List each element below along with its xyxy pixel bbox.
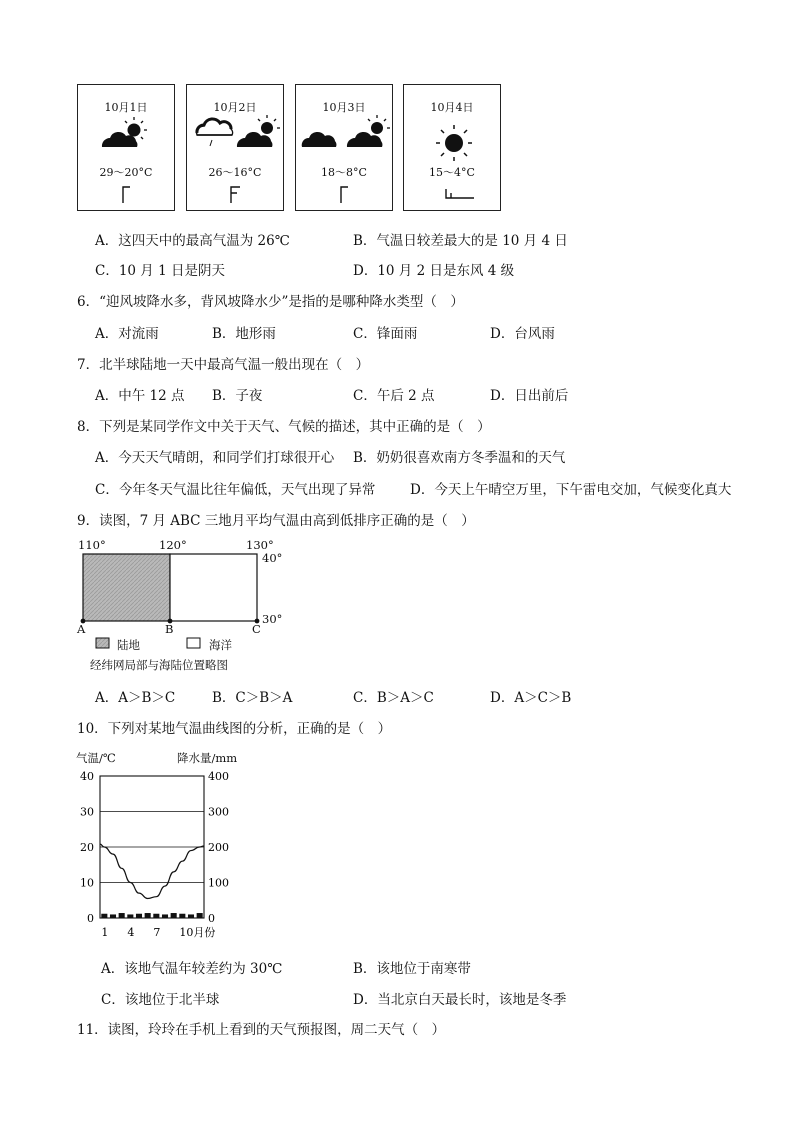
q6-option-c[interactable]: C．锋面雨 xyxy=(353,326,418,342)
card-date: 10月2日 xyxy=(213,101,257,114)
q10-option-a[interactable]: A．该地气温年较差约为 30℃ xyxy=(101,961,283,977)
precip-bar xyxy=(110,914,116,918)
weather-card-1 xyxy=(77,84,175,211)
precip-bar xyxy=(127,914,133,918)
precip-bar xyxy=(119,913,125,918)
q10-stem: 10．下列对某地气温曲线图的分析，正确的是（ ） xyxy=(77,721,392,737)
temp-tick-label: 0 xyxy=(87,912,94,925)
weather-card-2 xyxy=(186,84,284,211)
q5-option-d[interactable]: D．10 月 2 日是东风 4 级 xyxy=(353,263,515,279)
q8-option-b[interactable]: B．奶奶很喜欢南方冬季温和的天气 xyxy=(353,450,566,466)
temp-tick-label: 10 xyxy=(80,876,94,890)
point-c-label: C xyxy=(252,622,261,636)
q11-stem: 11．读图，玲玲在手机上看到的天气预报图，周二天气（ ） xyxy=(77,1022,446,1038)
q9-stem: 9．读图，7 月 ABC 三地月平均气温由高到低排序正确的是（ ） xyxy=(77,513,475,529)
q9-option-c[interactable]: C．B＞A＞C xyxy=(353,690,434,706)
q5-option-c[interactable]: C．10 月 1 日是阴天 xyxy=(95,263,225,279)
q7-option-d[interactable]: D．日出前后 xyxy=(490,388,569,404)
lon-label-130: 130° xyxy=(246,538,274,552)
q6-option-a[interactable]: A．对流雨 xyxy=(95,326,159,342)
land-region xyxy=(83,554,170,621)
weather-card-3 xyxy=(295,84,393,211)
precip-bar xyxy=(136,914,142,918)
wind-symbol-icon xyxy=(187,85,285,212)
precip-tick-label: 200 xyxy=(208,841,229,854)
precip-bar xyxy=(179,914,185,918)
q9-option-d[interactable]: D．A＞C＞B xyxy=(490,690,572,706)
q10-option-c[interactable]: C．该地位于北半球 xyxy=(101,992,220,1008)
precip-bar xyxy=(101,914,107,918)
q9-option-b[interactable]: B．C＞B＞A xyxy=(212,690,293,706)
card-temp: 15～4°C xyxy=(429,166,475,179)
q9-option-a[interactable]: A．A＞B＞C xyxy=(95,690,176,706)
precip-tick-label: 300 xyxy=(208,805,229,819)
q8-option-a[interactable]: A．今天天气晴朗，和同学们打球很开心 xyxy=(95,450,335,466)
q10-option-d[interactable]: D．当北京白天最长时，该地是冬季 xyxy=(353,992,567,1008)
wind-symbol-icon xyxy=(78,85,176,212)
climate-chart xyxy=(70,746,250,946)
temp-tick-label: 40 xyxy=(80,770,94,783)
card-date: 10月4日 xyxy=(430,101,474,114)
card-date: 10月3日 xyxy=(322,101,366,114)
card-temp: 26～16°C xyxy=(208,166,262,179)
temp-axis-label: 气温/℃ xyxy=(76,751,116,765)
month-tick-label: 10月份 xyxy=(179,926,216,939)
lon-label-120: 120° xyxy=(159,538,187,552)
precip-axis-label: 降水量/mm xyxy=(177,751,238,765)
q8-stem: 8．下列是某同学作文中关于天气、气候的描述，其中正确的是（ ） xyxy=(77,419,491,435)
temp-tick-label: 30 xyxy=(80,805,94,819)
q5-option-b[interactable]: B．气温日较差最大的是 10 月 4 日 xyxy=(353,233,568,249)
precip-bar xyxy=(171,913,177,918)
q7-stem: 7．北半球陆地一天中最高气温一般出现在（ ） xyxy=(77,357,370,373)
lat-label-30: 30° xyxy=(262,612,283,626)
precip-bar xyxy=(153,914,159,918)
precip-bar xyxy=(145,913,151,918)
lat-label-40: 40° xyxy=(262,551,283,565)
precip-tick-label: 100 xyxy=(208,876,229,890)
temp-tick-label: 20 xyxy=(80,841,94,854)
q6-stem: 6．“迎风坡降水多，背风坡降水少”是指的是哪种降水类型（ ） xyxy=(77,294,464,310)
legend-ocean-swatch xyxy=(187,638,200,648)
precip-bar xyxy=(162,914,168,918)
precip-tick-label: 400 xyxy=(208,770,229,783)
card-temp: 29～20°C xyxy=(99,166,153,179)
q8-option-d[interactable]: D．今天上午晴空万里，下午雷电交加，气候变化真大 xyxy=(410,482,732,498)
point-a-label: A xyxy=(77,622,86,636)
q6-option-b[interactable]: B．地形雨 xyxy=(212,326,276,342)
legend-land-label: 陆地 xyxy=(117,638,140,652)
month-tick-label: 7 xyxy=(153,926,161,939)
q7-option-a[interactable]: A．中午 12 点 xyxy=(95,388,185,404)
legend-land-swatch xyxy=(96,638,109,648)
q10-option-b[interactable]: B．该地位于南寒带 xyxy=(353,961,471,977)
card-temp: 18～8°C xyxy=(321,166,367,179)
lon-label-110: 110° xyxy=(78,538,106,552)
q8-option-c[interactable]: C．今年冬天气温比往年偏低，天气出现了异常 xyxy=(95,482,376,498)
weather-card-4 xyxy=(403,84,501,211)
precip-tick-label: 0 xyxy=(208,912,215,925)
precip-bar xyxy=(197,913,203,918)
q7-option-c[interactable]: C．午后 2 点 xyxy=(353,388,435,404)
month-tick-label: 1 xyxy=(101,926,109,939)
legend-ocean-label: 海洋 xyxy=(209,638,232,652)
wind-symbol-icon xyxy=(404,85,502,212)
q5-option-a[interactable]: A．这四天中的最高气温为 26℃ xyxy=(95,233,290,249)
q6-option-d[interactable]: D．台风雨 xyxy=(490,326,555,342)
lat-lon-map xyxy=(70,534,300,679)
card-date: 10月1日 xyxy=(104,101,148,114)
temperature-line xyxy=(100,844,204,898)
precip-bar xyxy=(188,914,194,918)
q7-option-b[interactable]: B．子夜 xyxy=(212,388,263,404)
point-b-label: B xyxy=(165,622,174,636)
map-caption: 经纬网局部与海陆位置略图 xyxy=(90,658,228,672)
ocean-region xyxy=(170,554,257,621)
month-tick-label: 4 xyxy=(127,926,135,939)
wind-symbol-icon xyxy=(296,85,394,212)
